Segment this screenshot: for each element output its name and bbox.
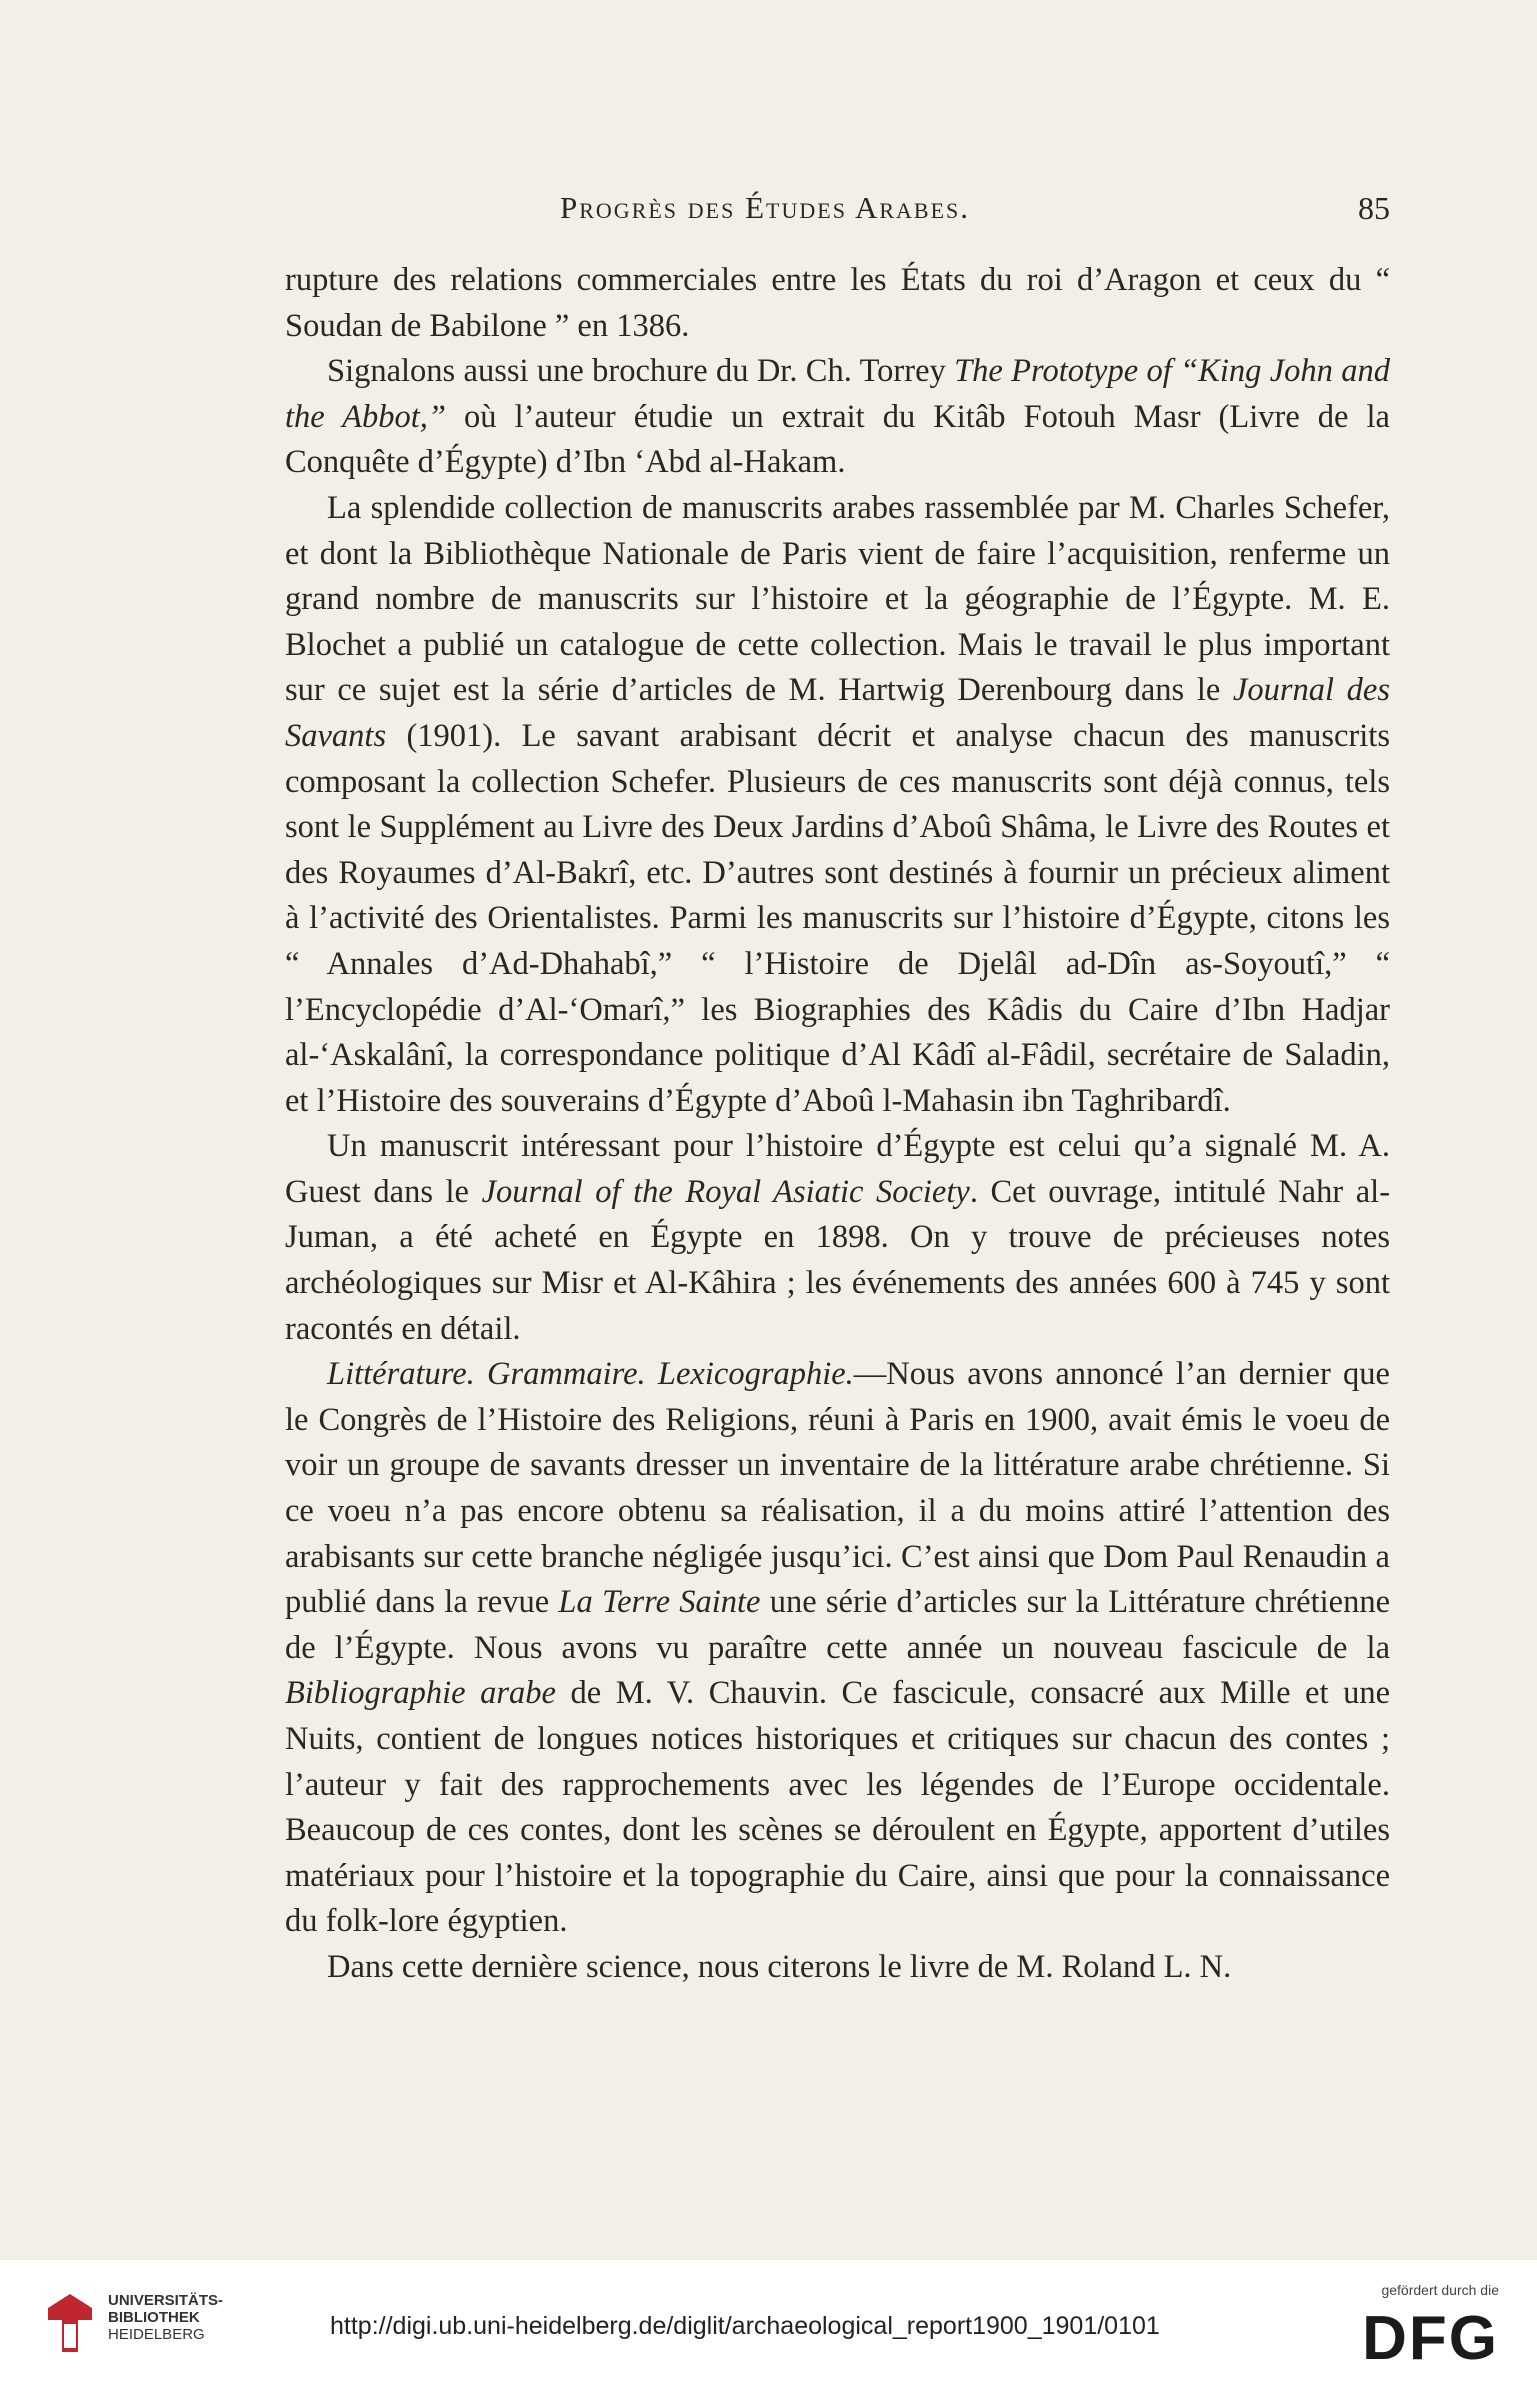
paragraph-5 [285,1352,1390,1945]
digitization-footer [0,2260,1537,2385]
body-text [285,258,1390,1991]
library-name-line3: HEIDELBERG [108,2326,205,2343]
text-run: une série d’articles sur la Littérature chrétienne de l’Égypte. Nous avons vu paraître cette année un nouveau fascicule de la [285,1584,1390,1666]
library-name-line2: BIBLIOTHEK [108,2309,200,2326]
text-run: —Nous avons annoncé l’an dernier que le Congrès de l’Histoire des Religions, réuni à Paris en 1900, avait émis le voeu de voir un groupe de savants dresser un inventaire de la littérature arabe chrétienne. Si ce voeu n’a pas encore obtenu sa réalisation, il a du moins attiré l’attention des arabisants sur cette branche négligée jusqu’ici. C’est ainsi que Dom Paul Renaudin a publié dans la revue [285,1356,1390,1621]
italic-title: Journal des Savants [285,672,1390,754]
source-url-link[interactable]: http://digi.ub.uni-heidelberg.de/diglit/archaeological_report1900_1901/0101 [330,2312,1160,2340]
text-run: où l’auteur étudie un extrait du Kitâb Fotouh Masr (Livre de la Conquête d’Égypte) d’Ibn ‘Abd al-Hakam. [285,398,1390,481]
paragraph-1 [285,258,1390,349]
funding-note: gefördert durch die [1381,2282,1499,2298]
paragraph-2 [285,349,1390,486]
text-run: (1901). Le savant arabisant décrit et analyse chacun des manuscrits composant la collection Schefer. Plusieurs de ces manuscrits sont déjà connus, tels sont le Supplément au Livre des Deux Jardins d’Aboû Shâma, le Livre des Routes et des Royaumes d’Al-Bakrî, etc. D’autres sont destinés à fournir un précieux aliment à l’activité des Orientalistes. Parmi les manuscrits sur l’histoire d’Égypte, citons les “ Annales d’Ad-Dhahabî,” “ l’Histoire de Djelâl ad-Dîn as-Soyoutî,” “ l’Encyclopédie d’Al-‘Omarî,” les Biographies des Kâdis du Caire d’Ibn Hadjar al-‘Askalânî, la correspondance politique d’Al Kâdî al-Fâdil, secrétaire de Saladin, et l’Histoire des souverains d’Égypte d’Aboû l-Mahasin ibn Taghribardî. [285,717,1390,1119]
italic-title: Journal of the Royal Asiatic Society [481,1173,970,1210]
library-name [108,2292,223,2343]
library-logo-icon [40,2290,100,2362]
paragraph-6 [285,1945,1390,1991]
italic-title: La Terre Sainte [558,1584,761,1621]
text-run: . Cet ouvrage, intitulé Nahr al-Juman, a été acheté en Égypte en 1898. On y trouve de précieuses notes archéologiques sur Misr et Al-Kâhira ; les événements des années 600 à 745 y sont racontés en détail. [285,1173,1391,1347]
running-title: Progrès des Études Arabes. [560,190,971,225]
page-number: 85 [1358,190,1390,226]
italic-title: Bibliographie arabe [285,1675,556,1712]
library-name-line1: UNIVERSITÄTS- [108,2292,224,2309]
dfg-logo: DFG [1362,2304,1499,2373]
text-run: Signalons aussi une brochure du Dr. Ch. Torrey [327,353,955,390]
text-run: Un manuscrit intéressant pour l’histoire d’Égypte est celui qu’a signalé M. A. Guest dans le [285,1128,1390,1210]
paragraph-3 [285,486,1390,1124]
paragraph-4 [285,1124,1390,1352]
text-run: de M. V. Chauvin. Ce fascicule, consacré aux Mille et une Nuits, contient de longues notices historiques et critiques sur chacun des contes ; l’auteur y fait des rapprochements avec les légendes de l’Europe occidentale. Beaucoup de ces contes, dont les scènes se déroulent en Égypte, apportent d’utiles matériaux pour l’histoire et la topographie du Caire, ainsi que pour la connaissance du folk-lore égyptien. [285,1675,1390,1940]
text-run: rupture des relations commerciales entre les États du roi d’Aragon et ceux du “ Soudan de Babilone ” en 1386. [285,262,1390,344]
italic-title: Littérature. Grammaire. Lexicographie. [327,1356,854,1393]
text-run: La splendide collection de manuscrits arabes rassemblée par M. Charles Schefer, et dont la Bibliothèque Nationale de Paris vient de faire l’acquisition, renferme un grand nombre de manuscrits sur l’histoire et la géographie de l’Égypte. M. E. Blochet a publié un catalogue de cette collection. Mais le travail le plus important sur ce sujet est la série d’articles de M. Hartwig Derenbourg dans le [285,489,1390,709]
page-header [560,190,1390,240]
text-run: Dans cette dernière science, nous citerons le livre de M. Roland L. N. [327,1948,1232,1985]
italic-title: The Prototype of “King John and the Abbot,” [285,353,1390,435]
